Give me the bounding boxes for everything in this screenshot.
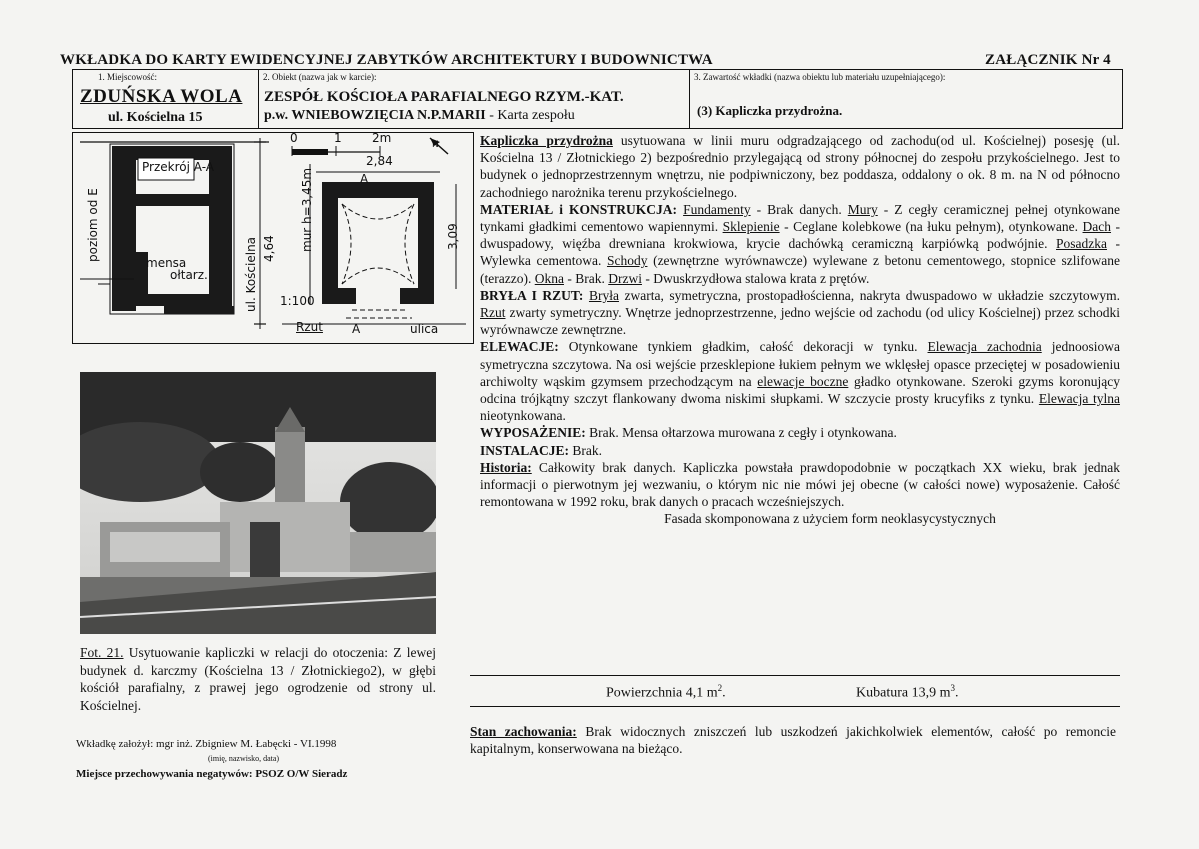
history-paragraph <box>480 459 1120 511</box>
elevations-paragraph <box>480 338 1120 424</box>
street-vertical-label: ul. Kościelna <box>244 236 258 312</box>
material-text-c: - Ceglane kolebkowe (na łuku pełnym), otynkowane. <box>779 219 1083 235</box>
area-unit-exp: 2 <box>717 683 723 693</box>
stairs-term: Schody <box>606 253 648 269</box>
street-name: ul. Kościelna 15 <box>108 110 203 125</box>
scale-ratio: 1:100 <box>280 294 315 308</box>
photo-caption-ref: Fot. 21. <box>80 645 124 660</box>
material-paragraph <box>480 201 1120 287</box>
mass-term: Bryła <box>588 287 619 303</box>
author-line: Wkładkę założył: mgr inż. Zbigniew M. Łabęcki - VI.1998 <box>76 738 337 750</box>
area-end: . <box>722 685 726 701</box>
walls-term: Mury <box>847 201 878 217</box>
scale-one: 1 <box>334 131 342 145</box>
material-text-f: (zewnętrzne wyrównawcze) wylewane z betonu cementowego, stopnice szlifowane (terazzo). <box>480 253 1120 286</box>
field-location-label: 1. Miejscowość: <box>98 72 157 82</box>
height-dim-464: 4,64 <box>262 235 276 262</box>
section-label: Przekrój A-A <box>142 160 214 174</box>
area-stat <box>606 683 726 702</box>
object-name-line2 <box>264 108 575 124</box>
width-dim-284: 2,84 <box>366 154 393 168</box>
condition-paragraph <box>470 723 1116 757</box>
negative-storage: Miejsce przechowywania negatywów: PSOZ O/W Sieradz <box>76 768 348 780</box>
level-label: poziom od E <box>86 188 100 262</box>
area-label: Powierzchnia 4,1 m <box>606 685 718 701</box>
material-text-d: - dwuspadowy, więźba drewniana krokwiowa, krycie dachówką ceramiczną karpiówką podwójnie. <box>480 219 1121 252</box>
condition-text: Brak widocznych zniszczeń lub uszkodzeń jakichkolwiek elementów, całość po remoncie kapitalnym, konserwowana na bieżąco. <box>470 724 1116 757</box>
object-card-type: - Karta zespołu <box>485 108 575 123</box>
equipment-heading: WYPOSAŻENIE: <box>480 425 586 441</box>
object-name-line1: ZESPÓŁ KOŚCIOŁA PARAFIALNEGO RZYM.-KAT. <box>264 89 624 105</box>
street-label: ulica <box>410 322 439 336</box>
section-mark-top: A <box>360 172 369 186</box>
floor-term: Posadzka <box>1056 236 1107 252</box>
photo-caption-text: Usytuowanie kapliczki w relacji do otoczenia: Z lewej budynek d. karczmy (Kościelna 13 / Złotnickiego2), w głębi kościół parafialny, z prawej jego ogrodzenie od strony ul. Kościelnej. <box>80 645 437 713</box>
plan-term: Rzut <box>480 305 506 321</box>
equipment-paragraph <box>480 424 1120 441</box>
form-text-b: zwarty symetryczny. Wnętrze jednoprzestrzenne, jedno wejście od zachodu (od ulicy Kościelnej) przez schodki wyrównawcze zewnętrzne. <box>480 305 1120 338</box>
west-elevation-term: Elewacja zachodnia <box>927 339 1042 355</box>
history-text: Całkowity brak danych. Kapliczka powstała prawdopodobnie w początkach XX wieku, brak jednak informacji o pierwotnym jej wezwaniu, o którym nic nie mówi jej obecne (w całości nowe) wyposażenie. Całość remontowana w 1992 roku, brak danych o pracach wcześniejszych. <box>480 459 1120 510</box>
field-contents-label: 3. Zawartość wkładki (nazwa obiektu lub materiału uzupełniającego): <box>694 72 946 82</box>
material-text-g: - Brak. <box>563 270 609 286</box>
author-note: (imię, nazwisko, data) <box>208 754 280 763</box>
plan-label: Rzut <box>296 320 323 334</box>
description-text <box>480 132 1120 528</box>
form-text-a: zwarta, symetryczna, prostopadłościenna, nakryta dwuspadowo w układzie szczytowym. <box>618 287 1120 303</box>
form-paragraph <box>480 287 1120 339</box>
elevations-text-a: Otynkowane tynkiem gładkim, całość dekoracji w tynku. <box>558 339 928 355</box>
intro-paragraph <box>480 132 1120 201</box>
altar-label: ołtarz. <box>170 268 208 282</box>
volume-stat <box>856 683 958 702</box>
installations-text: Brak. <box>569 442 603 458</box>
elevations-text-d: nieotynkowana. <box>480 408 566 424</box>
north-label: N <box>432 140 439 150</box>
material-text-b: - Z cegły ceramicznej pełnej otynkowane tynkami gładkimi cementowo wapiennymi. <box>480 201 1120 235</box>
intro-text: usytuowana w linii muru odgradzającego od zachodu(od ul. Kościelnej) posesję (ul. Kościelna 13 / Złotnickiego 2) bezpośrednio przylegającą od strony północnej do zespołu przykościelnego. Jest to budynek o jednoprzestrzennym wnętrzu, nie podpiwniczony, bez poddasza, oddalony o ok. 8 m. na N od północno zachodniego narożnika terenu przykościelnego. <box>480 133 1120 200</box>
photo-caption <box>80 644 436 714</box>
side-elevations-term: elewacje boczne <box>757 373 849 389</box>
material-text-e: - Wylewka cementowa. <box>480 236 1120 269</box>
scale-two: 2m <box>372 131 392 145</box>
equipment-text: Brak. Mensa ołtarzowa murowana z cegły i otynkowana. <box>585 425 897 441</box>
elevations-text-b: jednoosiowa symetryczna szczytowa. Na osi wejście przesklepione łukiem pełnym we wklęsłej opasce przeciętej w posadowieniu archiwolty wąskim gzymsem przechodzącym na <box>480 339 1120 389</box>
mensa-label: mensa <box>146 256 187 270</box>
field-object-label: 2. Obiekt (nazwa jak w karcie): <box>263 72 377 82</box>
material-text-h: - Dwuskrzydłowa stalowa krata z prętów. <box>641 270 870 286</box>
height-dim-309: 3,09 <box>446 223 460 250</box>
volume-end: . <box>954 685 959 701</box>
volume-unit-exp: 3 <box>950 683 955 693</box>
windows-term: Okna <box>534 270 564 286</box>
intro-heading: Kapliczka przydrożna <box>480 133 613 148</box>
facade-note: Fasada skomponowana z użyciem form neoklasycystycznych <box>664 511 996 527</box>
condition-heading: Stan zachowania: <box>470 724 577 739</box>
scale-zero: 0 <box>290 131 298 145</box>
roof-term: Dach <box>1082 219 1112 235</box>
installations-paragraph <box>480 442 1120 459</box>
foundations-term: Fundamenty <box>683 201 751 217</box>
contents-value: (3) Kapliczka przydrożna. <box>697 103 843 118</box>
material-text-a: - Brak danych. <box>750 201 848 217</box>
object-dedication: p.w. WNIEBOWZIĘCIA N.P.MARII <box>264 108 486 123</box>
site-photo <box>80 372 436 634</box>
stats-bottom-rule <box>470 706 1120 707</box>
vault-term: Sklepienie <box>722 219 780 235</box>
rear-elevation-term: Elewacja tylna <box>1038 391 1120 407</box>
doors-term: Drzwi <box>608 270 642 286</box>
material-heading: MATERIAŁ i KONSTRUKCJA: <box>480 201 678 217</box>
wall-height-label: mur h=3,45m <box>300 167 314 252</box>
attachment-number: ZAŁĄCZNIK Nr 4 <box>985 52 1111 68</box>
town-name: ZDUŃSKA WOLA <box>80 86 243 107</box>
history-heading: Historia: <box>480 459 532 475</box>
section-mark-bottom: A <box>352 322 361 336</box>
volume-label: Kubatura 13,9 m <box>856 685 951 701</box>
elevations-text-c: gładko otynkowane. Szeroki gzyms koronujący odcina trójkątny szczyt flankowany dwoma niskimi słupkami. W szczycie prosty krucyfiks z tynku. <box>480 373 1121 407</box>
elevations-heading: ELEWACJE: <box>480 339 559 355</box>
installations-heading: INSTALACJE: <box>480 442 570 458</box>
form-heading: BRYŁA I RZUT: <box>480 287 584 303</box>
stats-top-rule <box>470 675 1120 676</box>
document-title: WKŁADKA DO KARTY EWIDENCYJNEJ ZABYTKÓW ARCHITEKTURY I BUDOWNICTWA <box>60 52 713 68</box>
